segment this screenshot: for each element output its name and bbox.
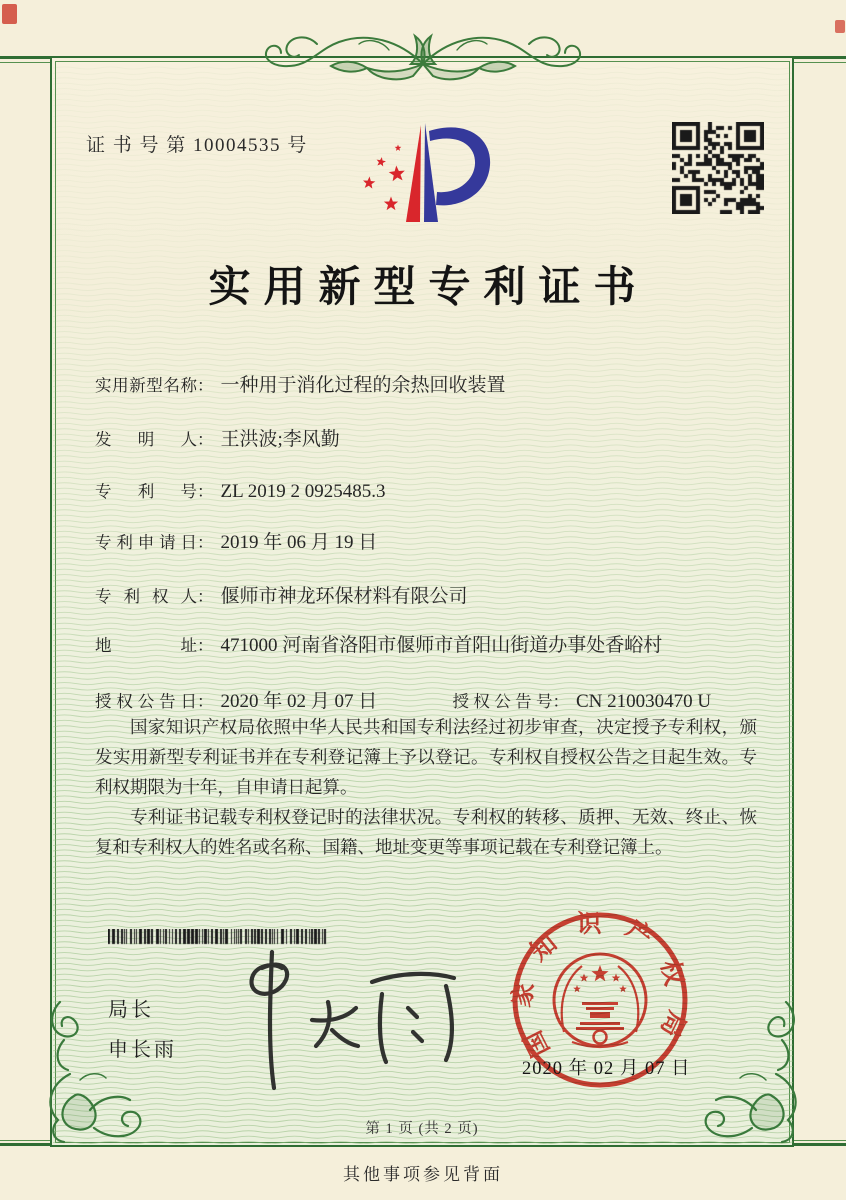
grant-row	[95, 686, 775, 713]
field-label: 实用新型名称	[95, 376, 197, 395]
field-colon: ：	[197, 482, 214, 501]
field-label: 发明人	[95, 430, 197, 449]
field-value: 一种用于消化过程的余热回收装置	[220, 375, 506, 396]
field-value: 471000 河南省洛阳市偃师市首阳山街道办事处香峪村	[220, 635, 663, 656]
field-label: 专利申请日	[95, 533, 197, 552]
svg-text:国家知识产权局	[507, 910, 693, 1061]
field-row-name	[95, 370, 775, 397]
grant-no-value: CN 210030470 U	[576, 691, 712, 712]
field-row-patentee	[95, 581, 775, 608]
back-note: 其他事项参见背面	[343, 1165, 503, 1184]
legal-paragraph: 专利证书记载专利权登记时的法律状况。专利权的转移、质押、无效、终止、恢复和专利权人的姓名或名称、国籍、地址变更等事项记载在专利登记簿上。	[95, 807, 757, 857]
field-label: 地址	[95, 636, 197, 655]
field-row-filing-date	[95, 527, 775, 554]
seal-date: 2020 年 02 月 07 日	[522, 1059, 691, 1079]
legal-paragraph: 国家知识产权局依照中华人民共和国专利法经过初步审查，决定授予专利权，颁发实用新型专利证书并在专利登记簿上予以登记。专利权自授权公告之日起生效。专利权期限为十年，自申请日起算。	[95, 717, 757, 797]
grant-no-label: 授权公告号	[452, 692, 553, 711]
logo-star-icon	[389, 166, 405, 182]
national-emblem-icon	[554, 954, 646, 1047]
grant-date-label: 授权公告日	[95, 692, 197, 711]
officer-title: 局长	[108, 999, 154, 1021]
top-flourish-ornament	[233, 20, 613, 92]
field-colon: ：	[197, 636, 214, 655]
field-colon: ：	[197, 587, 214, 606]
logo-star-icon	[363, 177, 375, 189]
field-value: ZL 2019 2 0925485.3	[220, 481, 386, 502]
logo-star-icon	[395, 145, 402, 151]
certificate-title: 实用新型专利证书	[208, 265, 649, 311]
logo-p-bowl	[429, 127, 490, 205]
seal-agency-text: 国家知识产权局	[508, 910, 692, 1061]
field-value: 2019 年 06 月 19 日	[220, 532, 378, 553]
field-value: 王洪波;李风勤	[220, 429, 340, 450]
field-label: 专利权人	[95, 587, 197, 606]
certificate-number: 证 书 号 第 10004535 号	[86, 135, 308, 156]
field-row-inventor	[95, 424, 775, 451]
field-row-address	[95, 630, 775, 657]
legal-paragraphs	[95, 712, 757, 862]
field-value: 偃师市神龙环保材料有限公司	[220, 586, 468, 607]
field-colon: ：	[197, 692, 214, 711]
scan-mark-right	[835, 20, 845, 33]
field-label: 专利号	[95, 482, 197, 501]
signature-handwriting	[232, 938, 467, 1093]
logo-star-icon	[377, 157, 386, 166]
grant-date-value: 2020 年 02 月 07 日	[220, 691, 378, 712]
cnipa-logo	[336, 110, 546, 238]
qr-code	[672, 122, 764, 214]
field-colon: ：	[197, 533, 214, 552]
logo-star-icon	[384, 197, 398, 211]
logo-red-wedge	[406, 125, 421, 222]
field-colon: ：	[197, 430, 214, 449]
officer-name: 申长雨	[108, 1039, 177, 1061]
field-colon: ：	[552, 692, 569, 711]
field-row-patent-no	[95, 478, 775, 503]
scan-mark-left	[2, 4, 17, 24]
field-colon: ：	[197, 376, 214, 395]
page-number: 第 1 页 (共 2 页)	[365, 1121, 479, 1137]
